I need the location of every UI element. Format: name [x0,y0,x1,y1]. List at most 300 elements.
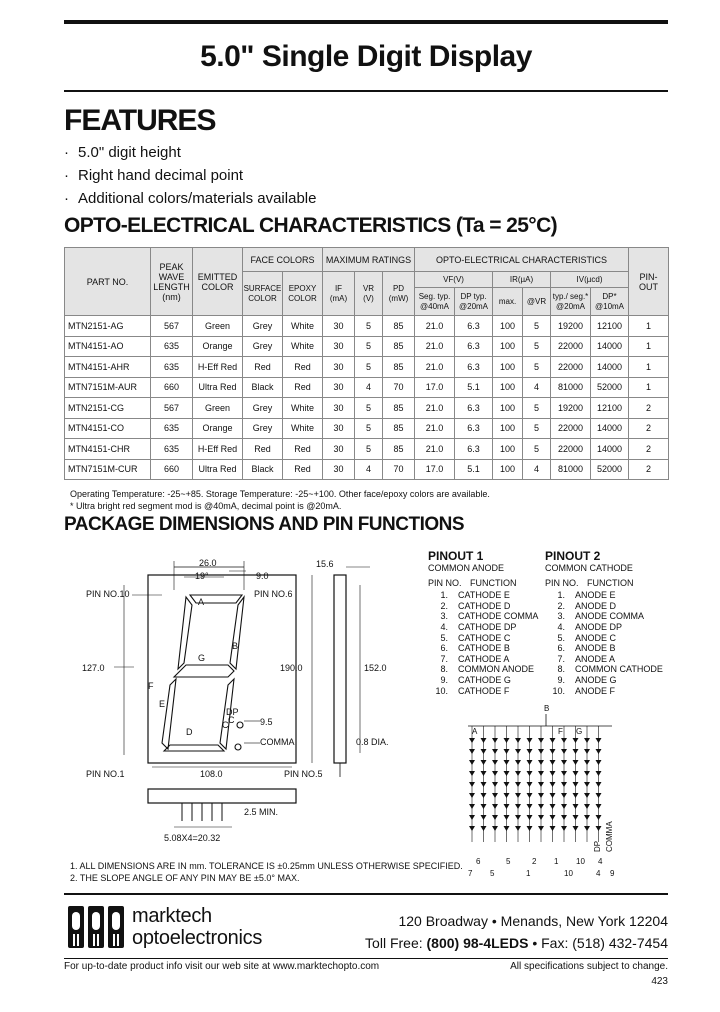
th-opto-char: OPTO-ELECTRICAL CHARACTERISTICS [415,248,629,272]
table-row [65,357,669,378]
seg-label-e: E [159,699,166,709]
diode-icon [561,804,567,809]
feature-item: · 5.0" digit height [64,144,181,161]
diode-icon [584,804,590,809]
diode-icon [504,738,510,743]
table-cell: 4 [355,459,383,480]
svg-text:7: 7 [468,869,473,878]
diode-icon [561,738,567,743]
diode-icon [561,760,567,765]
table-cell: 567 [151,316,193,337]
table-cell: 635 [151,418,193,439]
diode-icon [515,749,521,754]
table-cell: MTN4151-CO [65,418,151,439]
diode-icon [538,804,544,809]
table-cell: 22000 [551,357,591,378]
table-cell: 19200 [551,316,591,337]
table-cell: MTN4151-AHR [65,357,151,378]
diode-icon [561,826,567,831]
diode-icon [561,793,567,798]
table-cell: 100 [493,439,523,460]
svg-text:9: 9 [610,869,615,878]
characteristics-table [64,247,669,480]
table-cell: 17.0 [415,377,455,398]
company-contact [365,910,668,954]
table-cell: 30 [323,377,355,398]
diode-icon [527,760,533,765]
diode-icon [469,826,475,831]
diode-icon [561,771,567,776]
svg-text:1: 1 [554,857,559,866]
table-cell: Grey [243,398,283,419]
table-cell: 2 [629,398,669,419]
table-cell: 30 [323,316,355,337]
th-dp-typ: DP typ. @20mA [455,288,493,316]
diode-icon [481,793,487,798]
table-cell: 30 [323,398,355,419]
table-row [65,316,669,337]
diode-icon [469,782,475,787]
svg-text:4: 4 [596,869,601,878]
diode-icon [596,749,602,754]
pinout-row: 6. ANODE B [557,643,616,654]
pinout-row: 8. COMMON ANODE [440,664,535,675]
circuit-bottom-pins-bottom [468,869,615,878]
th-epoxy: EPOXY COLOR [283,272,323,316]
table-cell: MTN2151-AG [65,316,151,337]
table-row [65,398,669,419]
seven-segment-outline [162,595,244,751]
diode-icon [469,760,475,765]
table-cell: 22000 [551,336,591,357]
th-pd: PD (mW) [383,272,415,316]
svg-text:6: 6 [476,857,481,866]
diode-icon [538,771,544,776]
table-cell: Black [243,459,283,480]
circuit-label-a: A [472,727,478,736]
table-cell: 1 [629,316,669,337]
company-phone: Toll Free: (800) 98-4LEDS • Fax: (518) 432-7454 [365,935,668,951]
table-cell: 4 [523,459,551,480]
th-vf: VF(V) [415,272,493,288]
diode-icon [584,826,590,831]
pinout-row: 5. CATHODE C [440,632,511,643]
pinout-row: 2. ANODE D [557,600,617,611]
diode-icon [550,749,556,754]
note-ultra-red: * Ultra bright red segment mod is @40mA, decimal point is @20mA. [70,501,342,511]
diode-icon [515,804,521,809]
table-cell: 4 [523,377,551,398]
circuit-label-f: F [558,727,563,736]
svg-text:10: 10 [564,869,573,878]
pinout-2-title: PINOUT 2 [545,549,601,563]
pinout-1-type: COMMON ANODE [428,563,505,573]
company-name [132,905,262,949]
table-cell: Green [193,316,243,337]
table-cell: 5 [355,418,383,439]
table-cell: Green [193,398,243,419]
diode-icon [527,793,533,798]
diode-icon [492,804,498,809]
pinout-row: 5. ANODE C [557,632,617,643]
table-cell: 14000 [591,336,629,357]
footer-disclaimer: All specifications subject to change. [510,961,668,972]
diode-icon [573,815,579,820]
table-cell: 1 [629,357,669,378]
svg-text:2: 2 [532,857,537,866]
diode-icon [584,793,590,798]
table-row [65,459,669,480]
th-vr: VR (V) [355,272,383,316]
table-cell: 21.0 [415,357,455,378]
table-row [65,377,669,398]
th-pinout: PIN- OUT [629,248,669,316]
table-cell: 2 [629,439,669,460]
marktech-logo-icon [66,904,128,950]
table-cell: MTN2151-CG [65,398,151,419]
table-cell: 5 [523,316,551,337]
seg-label-d: D [186,727,193,737]
circuit-label-b: B [544,704,550,713]
seg-label-b: B [232,641,239,651]
table-cell: 70 [383,377,415,398]
label-comma: COMMA [260,737,295,747]
diode-icon [538,738,544,743]
table-cell: 30 [323,418,355,439]
table-cell: 567 [151,398,193,419]
diode-icon [469,749,475,754]
diode-icon [596,782,602,787]
diode-icon [504,749,510,754]
seg-label-f: F [148,681,154,691]
note-temperature: Operating Temperature: -25~+85. Storage Temperature: -25~+100. Other face/epoxy colors are available. [70,489,490,499]
table-cell: 14000 [591,439,629,460]
table-cell: 19200 [551,398,591,419]
table-cell: 52000 [591,377,629,398]
table-cell: 660 [151,377,193,398]
diode-icon [573,826,579,831]
pinout-row: 10. CATHODE F [435,685,510,696]
table-cell: White [283,336,323,357]
diode-icon [550,815,556,820]
diode-icon [481,738,487,743]
diode-icon [550,793,556,798]
diode-icon [538,760,544,765]
table-cell: Red [283,439,323,460]
top-rule [64,20,668,24]
pinout-row: 7. ANODE A [557,653,616,664]
table-cell: 70 [383,459,415,480]
table-cell: 14000 [591,418,629,439]
diode-icon [596,815,602,820]
table-cell: Black [243,377,283,398]
diode-icon [527,738,533,743]
table-cell: 30 [323,439,355,460]
diode-icon [527,771,533,776]
table-cell: 5.1 [455,377,493,398]
diode-icon [469,793,475,798]
pinout-row: 3. ANODE COMMA [557,611,645,622]
table-cell: 100 [493,316,523,337]
table-cell: 5 [355,357,383,378]
table-cell: 12100 [591,316,629,337]
th-at-vr: @VR [523,288,551,316]
dim-127: 127.0 [82,663,105,673]
table-cell: 85 [383,418,415,439]
diode-icon [561,815,567,820]
pinout-row: 3. CATHODE COMMA [440,611,539,622]
company-address: 120 Broadway • Menands, New York 12204 [398,913,668,929]
th-part-no: PART NO. [65,248,151,316]
title-rule [64,90,668,92]
pinout-2-rows [545,590,663,696]
diode-icon [596,793,602,798]
svg-text:5: 5 [490,869,495,878]
side-view-body [334,575,346,763]
bottom-view-body [148,789,296,803]
pinout-1-rows [428,590,538,696]
diode-icon [573,760,579,765]
table-cell: Red [243,439,283,460]
th-face-colors: FACE COLORS [243,248,323,272]
table-cell: MTN4151-AO [65,336,151,357]
table-cell: 30 [323,459,355,480]
table-cell: 635 [151,439,193,460]
diode-icon [550,826,556,831]
diode-icon [504,815,510,820]
table-cell: 14000 [591,357,629,378]
table-cell: 85 [383,357,415,378]
th-seg-typ: Seg. typ. @40mA [415,288,455,316]
table-cell: 2 [629,459,669,480]
dimension-notes [70,861,463,884]
table-cell: 100 [493,418,523,439]
table-cell: 5.1 [455,459,493,480]
th-peak: PEAK WAVE LENGTH (nm) [151,248,193,316]
dim-152: 152.0 [364,663,387,673]
diode-icon [538,815,544,820]
table-row [65,439,669,460]
diode-icon [515,738,521,743]
dim-9: 9.0 [256,571,269,581]
table-cell: 85 [383,336,415,357]
label-pin10: PIN NO.10 [86,589,130,599]
table-cell: 5 [355,439,383,460]
th-max: max. [493,288,523,316]
svg-text:5: 5 [506,857,511,866]
table-cell: H-Eff Red [193,439,243,460]
th-max-ratings: MAXIMUM RATINGS [323,248,415,272]
pinout-row: 1. CATHODE E [440,590,510,601]
table-notes [70,488,490,512]
diode-icon [550,804,556,809]
th-ir: IR(µA) [493,272,551,288]
dim-19deg: 19° [195,571,209,581]
table-cell: 6.3 [455,439,493,460]
table-cell: 81000 [551,459,591,480]
table-cell: Orange [193,336,243,357]
table-cell: 6.3 [455,336,493,357]
diode-icon [504,793,510,798]
table-cell: 100 [493,459,523,480]
dim-26: 26.0 [199,558,217,568]
pinout-row: 1. ANODE E [557,590,616,601]
diode-icon [481,760,487,765]
diode-icon [584,771,590,776]
table-cell: 6.3 [455,316,493,337]
table-cell: Grey [243,316,283,337]
diode-icon [550,738,556,743]
diode-icon [573,771,579,776]
diode-icon [573,782,579,787]
pinout-1-title: PINOUT 1 [428,549,484,563]
table-cell: Grey [243,418,283,439]
diode-icon [596,804,602,809]
diode-icon [550,760,556,765]
table-cell: H-Eff Red [193,357,243,378]
table-cell: 85 [383,398,415,419]
table-cell: White [283,316,323,337]
diode-icon [481,782,487,787]
diode-icon [481,749,487,754]
table-cell: 5 [355,398,383,419]
feature-item: · Right hand decimal point [64,167,244,184]
diode-icon [538,793,544,798]
th-dp-iv: DP* @10mA [591,288,629,316]
table-cell: 12100 [591,398,629,419]
diode-icon [596,771,602,776]
diode-icon [492,760,498,765]
diode-icon [515,760,521,765]
table-cell: 30 [323,336,355,357]
table-cell: White [283,418,323,439]
diode-icon [573,738,579,743]
diode-icon [527,815,533,820]
features-heading: FEATURES [64,104,216,137]
features-list [64,144,316,213]
table-cell: 1 [629,377,669,398]
diode-icon [492,826,498,831]
table-cell: 5 [523,336,551,357]
table-cell: 5 [355,316,383,337]
dim-9-5: 9.5 [260,717,273,727]
table-cell: 6.3 [455,418,493,439]
table-cell: Red [283,357,323,378]
table-cell: Ultra Red [193,377,243,398]
table-cell: MTN4151-CHR [65,439,151,460]
diode-icon [527,749,533,754]
diode-icon [481,771,487,776]
table-cell: 30 [323,357,355,378]
label-pin5: PIN NO.5 [284,769,323,779]
diode-icon [584,815,590,820]
pinout-row: 4. ANODE DP [557,621,623,632]
diode-icon [584,760,590,765]
c-label: C [228,715,235,725]
table-cell: 21.0 [415,418,455,439]
characteristics-body [65,316,669,480]
table-cell: Red [283,377,323,398]
seg-label-a: A [198,597,205,607]
pinout-row: 7. CATHODE A [440,653,510,664]
pinout-row: 4. CATHODE DP [440,621,517,632]
package-heading: PACKAGE DIMENSIONS AND PIN FUNCTIONS [64,514,465,535]
dim-5-08: 5.08X4=20.32 [164,833,221,843]
table-cell: White [283,398,323,419]
pinout-2-type: COMMON CATHODE [545,563,633,573]
diode-icon [538,826,544,831]
th-surface: SURFACE COLOR [243,272,283,316]
pinout-row: 9. ANODE G [557,674,617,685]
diode-icon [527,804,533,809]
diode-icon [596,738,602,743]
pinout-row: 9. CATHODE G [440,674,511,685]
table-row [65,418,669,439]
pinout-row: 6. CATHODE B [440,643,510,654]
footer-thin-rule [64,958,668,959]
diode-icon [492,793,498,798]
dim-108: 108.0 [200,769,223,779]
diode-icon [504,782,510,787]
dp-label: DP [226,707,239,717]
table-cell: 1 [629,336,669,357]
diode-icon [596,826,602,831]
company-line-1: marktech [132,905,212,927]
table-cell: 4 [355,377,383,398]
diode-icon [492,749,498,754]
circuit-bottom-pins-top [476,857,603,866]
table-cell: 100 [493,336,523,357]
footer-rule [64,893,668,895]
diode-icon [515,826,521,831]
diode-icon [504,826,510,831]
company-line-2: optoelectronics [132,927,263,949]
seg-label-g: G [198,653,206,663]
diode-icon [481,804,487,809]
diode-icon [527,826,533,831]
table-cell: 5 [523,418,551,439]
table-cell: 6.3 [455,357,493,378]
table-cell: 5 [523,357,551,378]
table-cell: 635 [151,357,193,378]
footer-website: For up-to-date product info visit our web site at www.marktechopto.com [64,961,380,972]
table-cell: 660 [151,459,193,480]
diode-icon [584,749,590,754]
diode-icon [527,782,533,787]
diode-icon [481,815,487,820]
diode-icon [515,782,521,787]
diode-icon [515,771,521,776]
table-cell: Red [243,357,283,378]
table-cell: MTN7151M-AUR [65,377,151,398]
dim-note-2: 2. THE SLOPE ANGLE OF ANY PIN MAY BE ±5.0° MAX. [70,872,300,883]
diode-icon [550,782,556,787]
table-cell: 635 [151,336,193,357]
table-cell: 100 [493,357,523,378]
label-pin1: PIN NO.1 [86,769,125,779]
diode-icon [573,804,579,809]
table-cell: 21.0 [415,336,455,357]
table-cell: Grey [243,336,283,357]
table-row [65,336,669,357]
table-cell: 21.0 [415,439,455,460]
diode-icon [504,760,510,765]
diode-icon [492,771,498,776]
table-cell: 85 [383,439,415,460]
diode-icon [492,782,498,787]
dim-190: 190.0 [280,663,303,673]
table-cell: 22000 [551,418,591,439]
